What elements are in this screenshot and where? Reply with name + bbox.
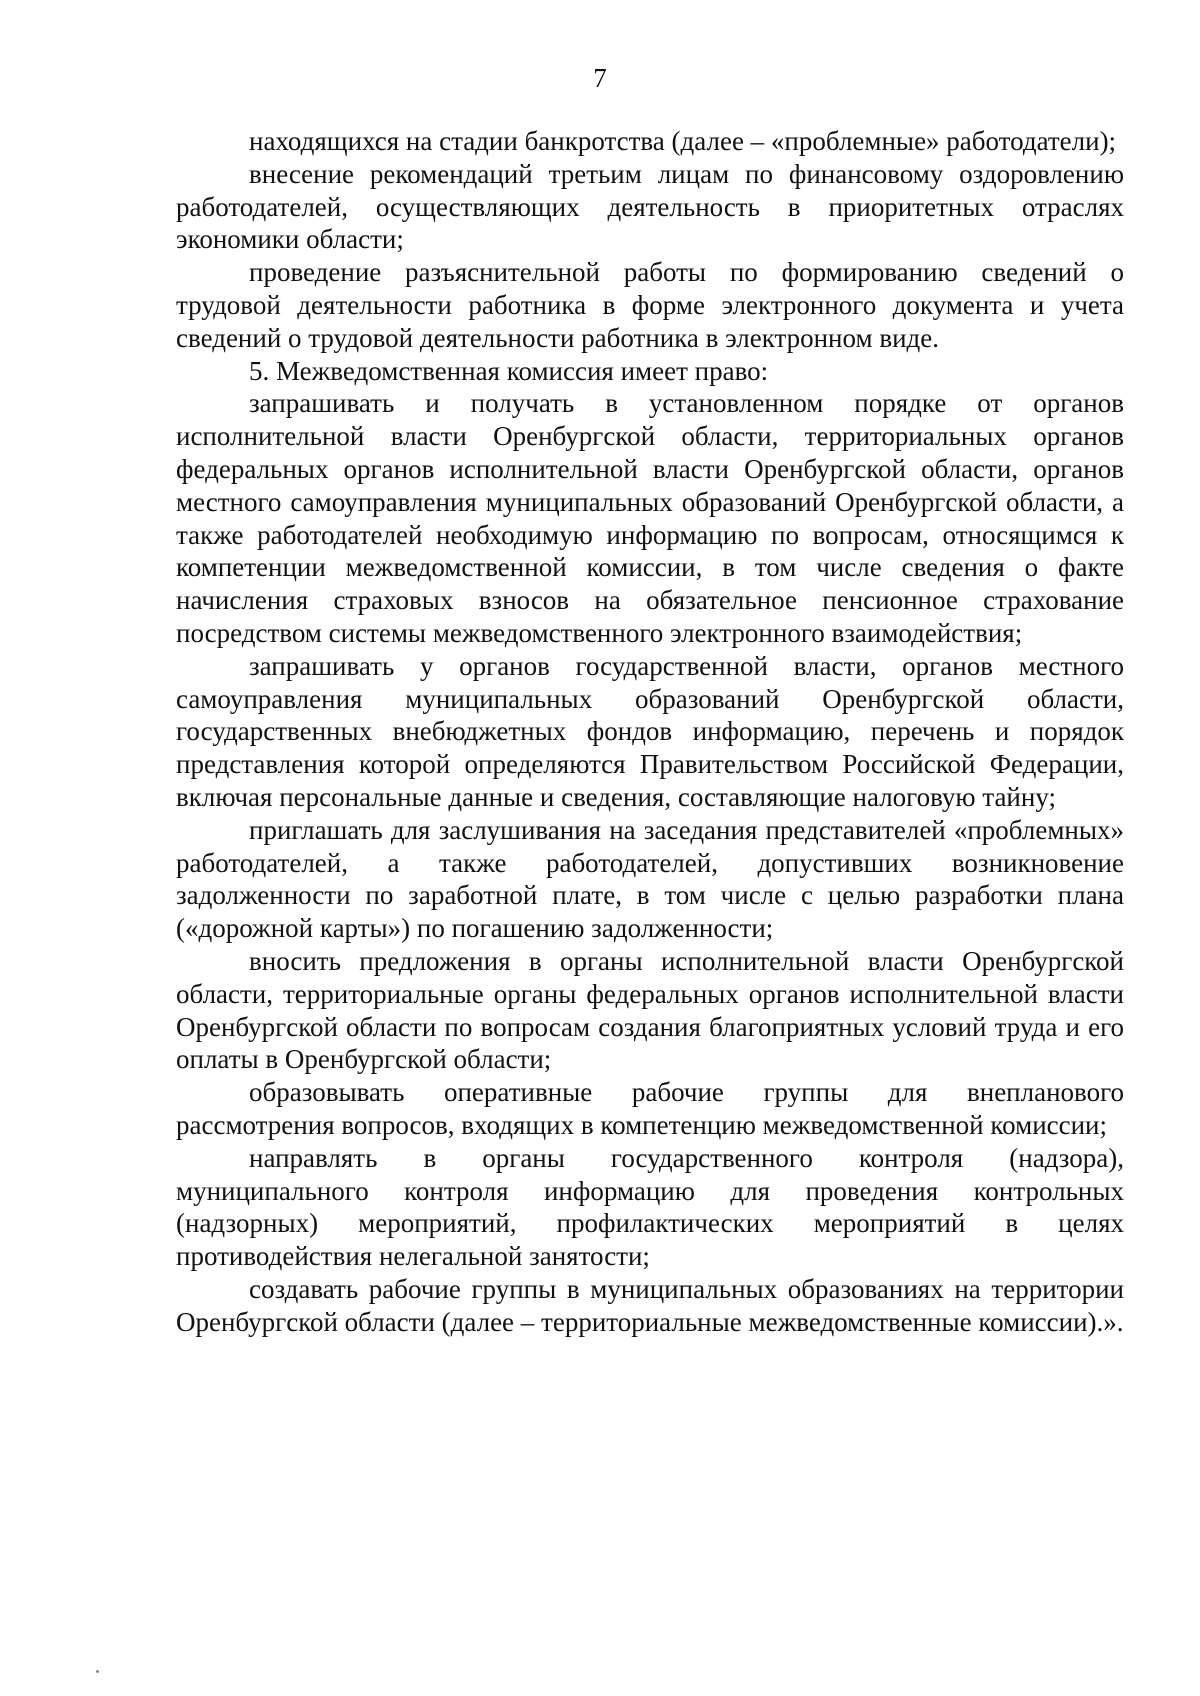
paragraph-send-information: направлять в органы государственного контроля (надзора), муниципального контроля информацию для проведения контрольных (надзорных) мероприятий, профилактических мероприятий в целях противодействия нелегальной занятости; xyxy=(176,1142,1124,1272)
scan-speck xyxy=(96,1670,99,1673)
paragraph-invite-employers: приглашать для заслушивания на заседания представителей «проблемных» работодателей, а также работодателей, допустивших возникновение задолженности по заработной плате, в том числе с целью разработки плана («дорожной карты») по погашению задолженности; xyxy=(176,814,1124,944)
paragraph-section-5-heading: 5. Межведомственная комиссия имеет право: xyxy=(249,355,769,386)
paragraph-recommendations: внесение рекомендаций третьим лицам по финансовому оздоровлению работодателей, осуществляющих деятельность в приоритетных отраслях экономики области; xyxy=(176,158,1124,255)
page-number: 7 xyxy=(593,63,607,93)
paragraph-explanatory-work: проведение разъяснительной работы по формированию сведений о трудовой деятельности работника в форме электронного документа и учета сведений о трудовой деятельности работника в электронном виде. xyxy=(176,257,1124,353)
paragraph-request-state-bodies: запрашивать у органов государственной власти, органов местного самоуправления муниципальных образований Оренбургской области, государственных внебюджетных фондов информацию, перечень и порядок представления которой определяются Правительством Российской Федерации, включая персональные данные и сведения, составляющие налоговую тайну; xyxy=(176,650,1124,812)
paragraph-create-groups: создавать рабочие группы в муниципальных образованиях на территории Оренбургской области (далее – территориальные межведомственные комиссии).». xyxy=(176,1273,1124,1337)
paragraph-form-working-groups: образовывать оперативные рабочие группы для внепланового рассмотрения вопросов, входящих в компетенцию межведомственной комиссии; xyxy=(176,1077,1124,1140)
document-body xyxy=(176,125,1124,1338)
paragraph-submit-proposals: вносить предложения в органы исполнительной власти Оренбургской области, территориальные органы федеральных органов исполнительной власти Оренбургской области по вопросам создания благоприятных условий труда и его оплаты в Оренбургской области; xyxy=(176,945,1124,1075)
paragraph-request-information: запрашивать и получать в установленном порядке от органов исполнительной власти Оренбургской области, территориальных органов федеральных органов исполнительной власти Оренбургской области, органов местного самоуправления муниципальных образований Оренбургской области, а также работодателей необходимую информацию по вопросам, относящимся к компетенции межведомственной комиссии, в том числе сведения о факте начисления страховых взносов на обязательное пенсионное страхование посредством системы межведомственного электронного взаимодействия; xyxy=(176,388,1124,648)
paragraph-problem-employers: находящихся на стадии банкротства (далее – «проблемные» работодатели); xyxy=(249,126,1117,156)
